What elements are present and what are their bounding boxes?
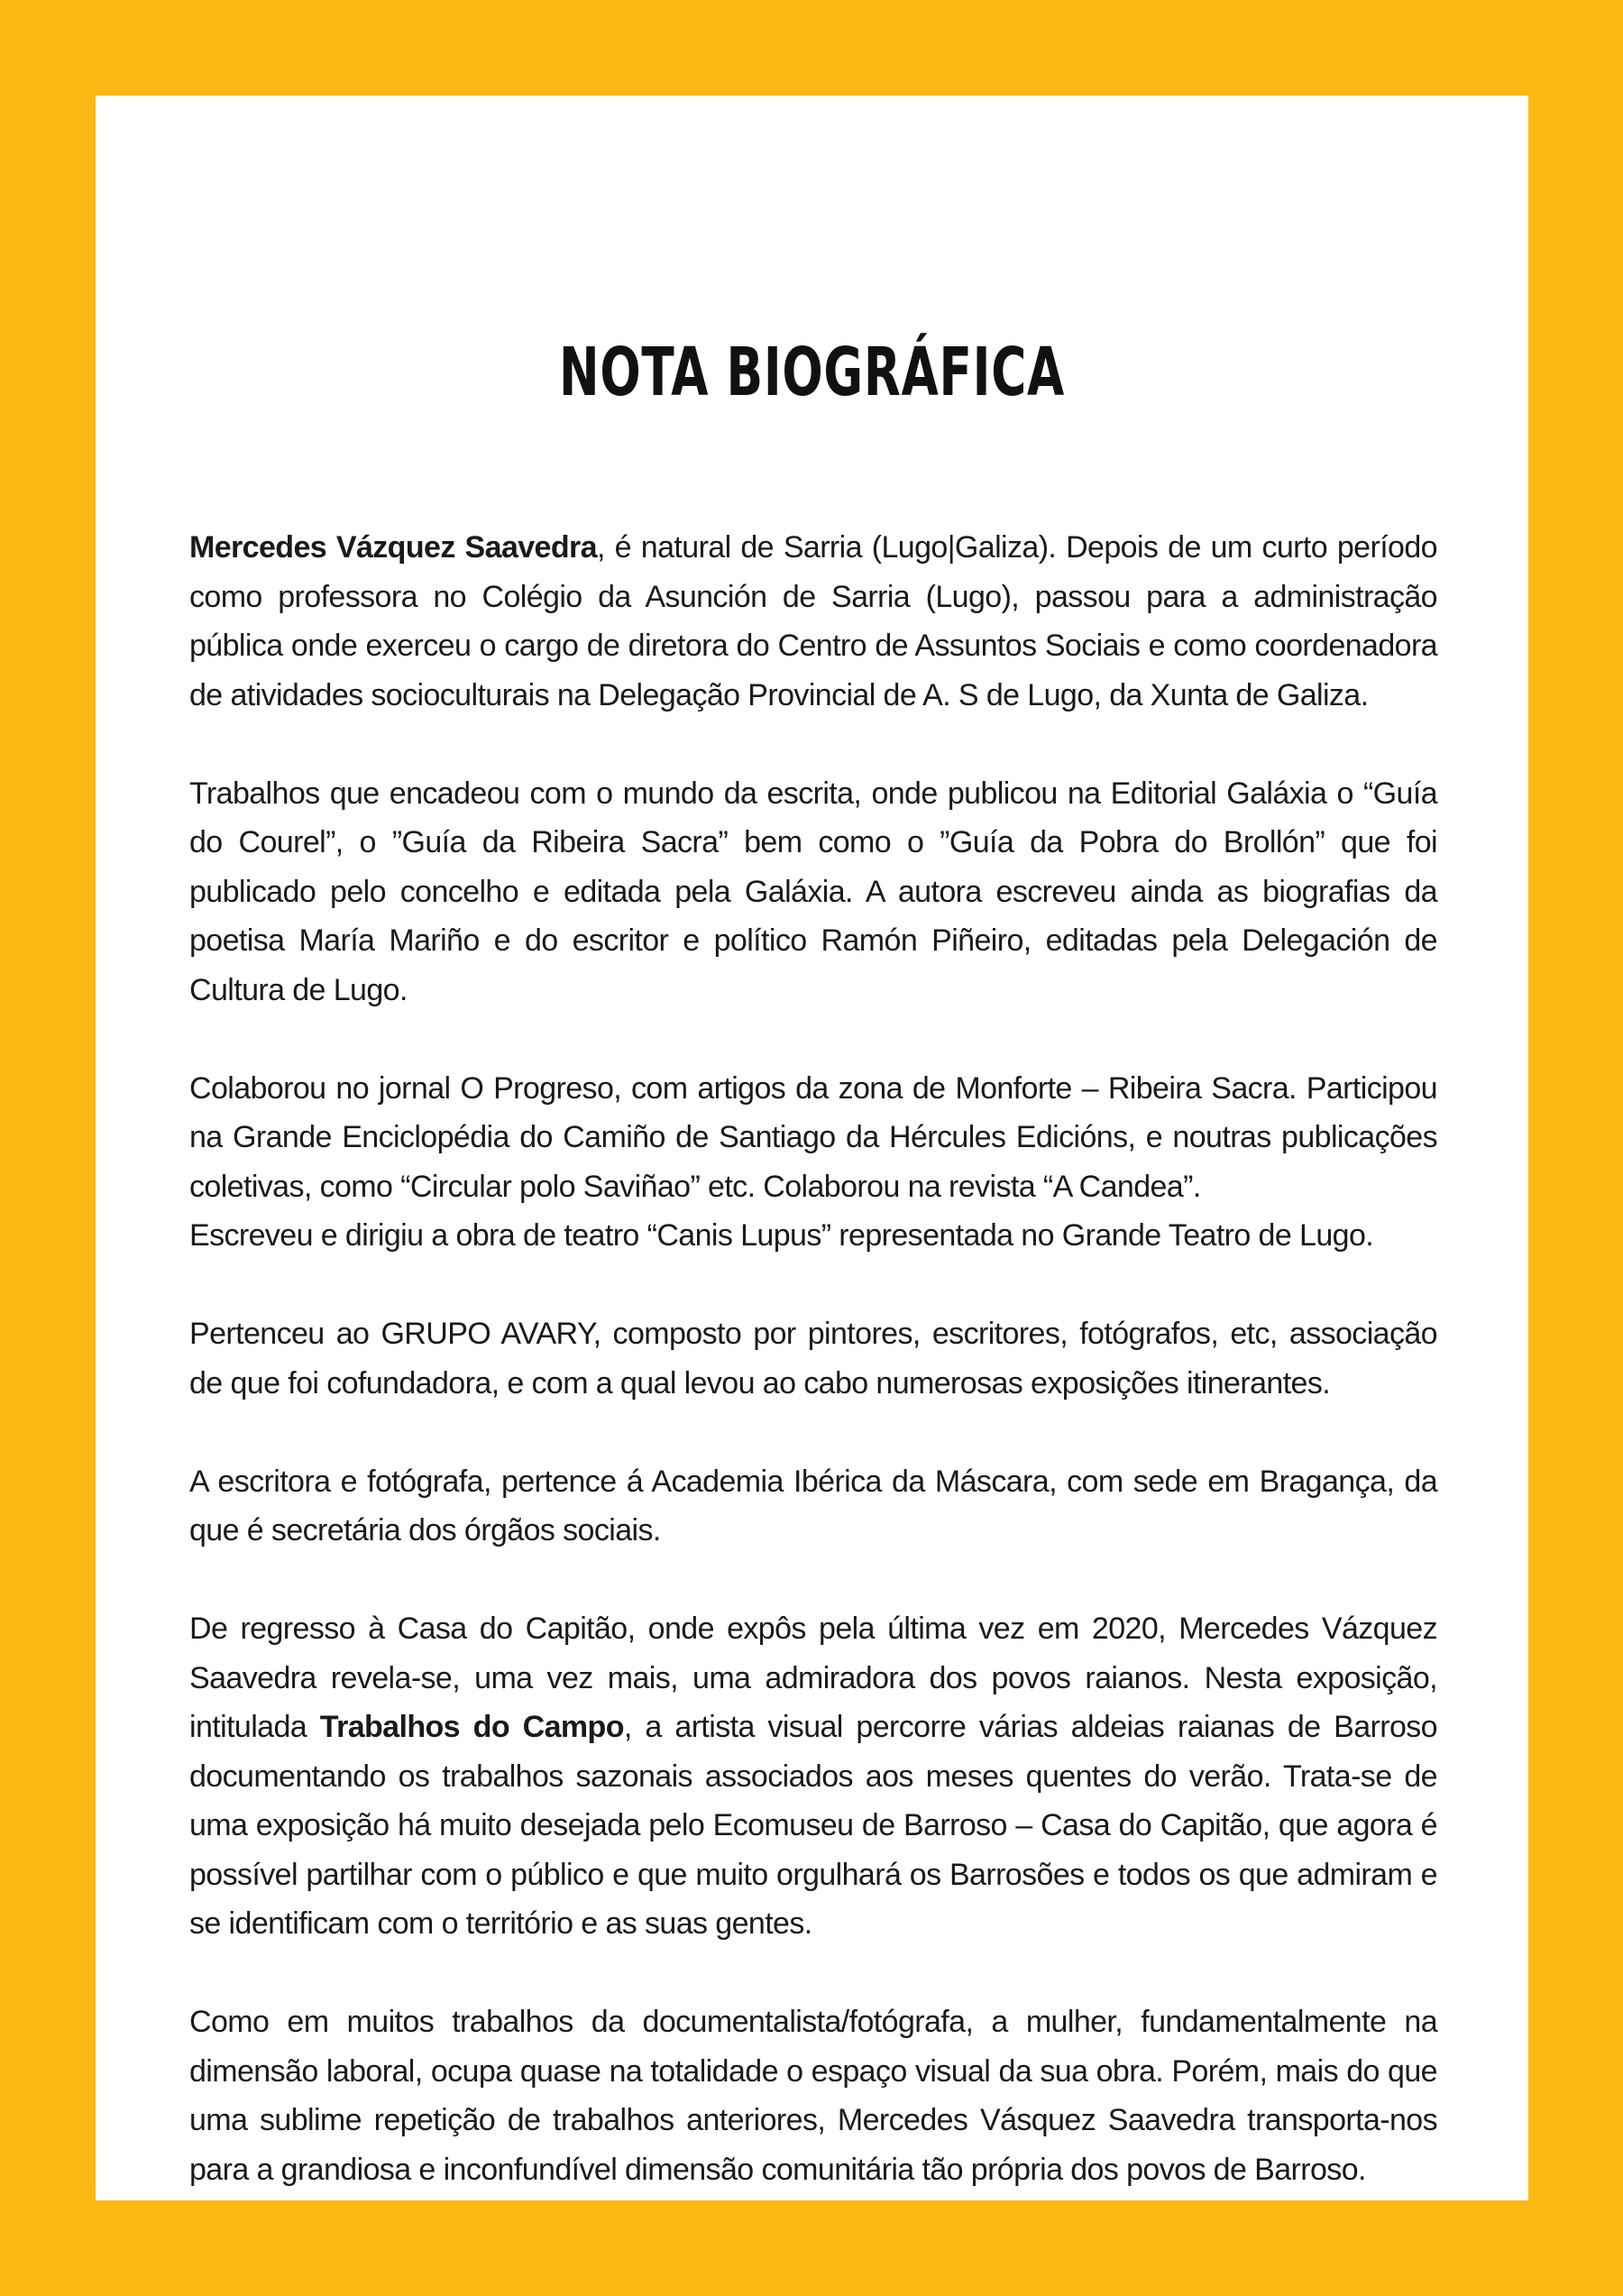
paragraph-3 bbox=[189, 1064, 1437, 1261]
paragraph-5-text: A escritora e fotógrafa, pertence á Academia Ibérica da Máscara, com sede em Bragança, da que é secretária dos órgãos sociais. bbox=[189, 1464, 1437, 1548]
paragraph-7-text: Como em muitos trabalhos da documentalista/fotógrafa, a mulher, fundamentalmente na dimensão laboral, ocupa quase na totalidade o espaço visual da sua obra. Porém, mais do que uma sublime repetição de trabalhos anteriores, Mercedes Vásquez Saavedra transporta-nos para a grandiosa e inconfundível dimensão comunitária tão própria dos povos de Barroso. bbox=[189, 2005, 1437, 2187]
paragraph-1-text: , é natural de Sarria (Lugo|Galiza). Depois de um curto período como professora no Colégio da Asunción de Sarria (Lugo), passou para a administração pública onde exerceu o cargo de diretora do Centro de Assuntos Sociais e como coordenadora de atividades socioculturais na Delegação Provincial de A. S de Lugo, da Xunta de Galiza. bbox=[189, 530, 1437, 712]
paragraph-7 bbox=[189, 1998, 1437, 2194]
author-name: Mercedes Vázquez Saavedra bbox=[189, 530, 597, 565]
paragraph-4 bbox=[189, 1309, 1437, 1408]
page-sheet bbox=[96, 96, 1528, 2200]
paragraph-4-text: Pertenceu ao GRUPO AVARY, composto por pintores, escritores, fotógrafos, etc, associação de que foi cofundadora, e com a qual levou ao cabo numerosas exposições itinerantes. bbox=[189, 1317, 1437, 1401]
paragraph-2 bbox=[189, 769, 1437, 1015]
paragraph-6 bbox=[189, 1604, 1437, 1949]
page-title: NOTA BIOGRÁFICA bbox=[559, 334, 1065, 411]
paragraph-6-text-before: De regresso à Casa do Capitão, onde expôs pela última vez em 2020, Mercedes Vázquez Saavedra revela-se, uma vez mais, uma admiradora dos povos raianos. Nesta exposição, intitulada bbox=[189, 1612, 1437, 1744]
paragraph-3-text: Colaborou no jornal O Progreso, com artigos da zona de Monforte – Ribeira Sacra. Participou na Grande Enciclopédia do Camiño de Santiago da Hércules Edicións, e noutras publicações coletivas, como “Circular polo Saviñao” etc. Colaborou na revista “A Candea”. bbox=[189, 1070, 1437, 1204]
paragraph-1 bbox=[189, 523, 1437, 720]
biography-body bbox=[189, 523, 1437, 2244]
paragraph-3-text-line2: Escreveu e dirigiu a obra de teatro “Canis Lupus” representada no Grande Teatro de Lugo. bbox=[189, 1218, 1374, 1253]
paragraph-6-text-after: , a artista visual percorre várias aldeias raianas de Barroso documentando os trabalhos sazonais associados aos meses quentes do verão. Trata-se de uma exposição há muito desejada pelo Ecomuseu de Barroso – Casa do Capitão, que agora é possível partilhar com o público e que muito orgulhará os Barrosões e todos os que admiram e se identificam com o território e as suas gentes. bbox=[189, 1710, 1437, 1941]
paragraph-2-text: Trabalhos que encadeou com o mundo da escrita, onde publicou na Editorial Galáxia o “Guía do Courel”, o ”Guía da Ribeira Sacra” bem como o ”Guía da Pobra do Brollón” que foi publicado pelo concelho e editada pela Galáxia. A autora escreveu ainda as biografias da poetisa María Mariño e do escritor e político Ramón Piñeiro, editadas pela Delegación de Cultura de Lugo. bbox=[189, 776, 1437, 1007]
exhibition-title: Trabalhos do Campo bbox=[319, 1710, 624, 1744]
paragraph-5 bbox=[189, 1457, 1437, 1556]
